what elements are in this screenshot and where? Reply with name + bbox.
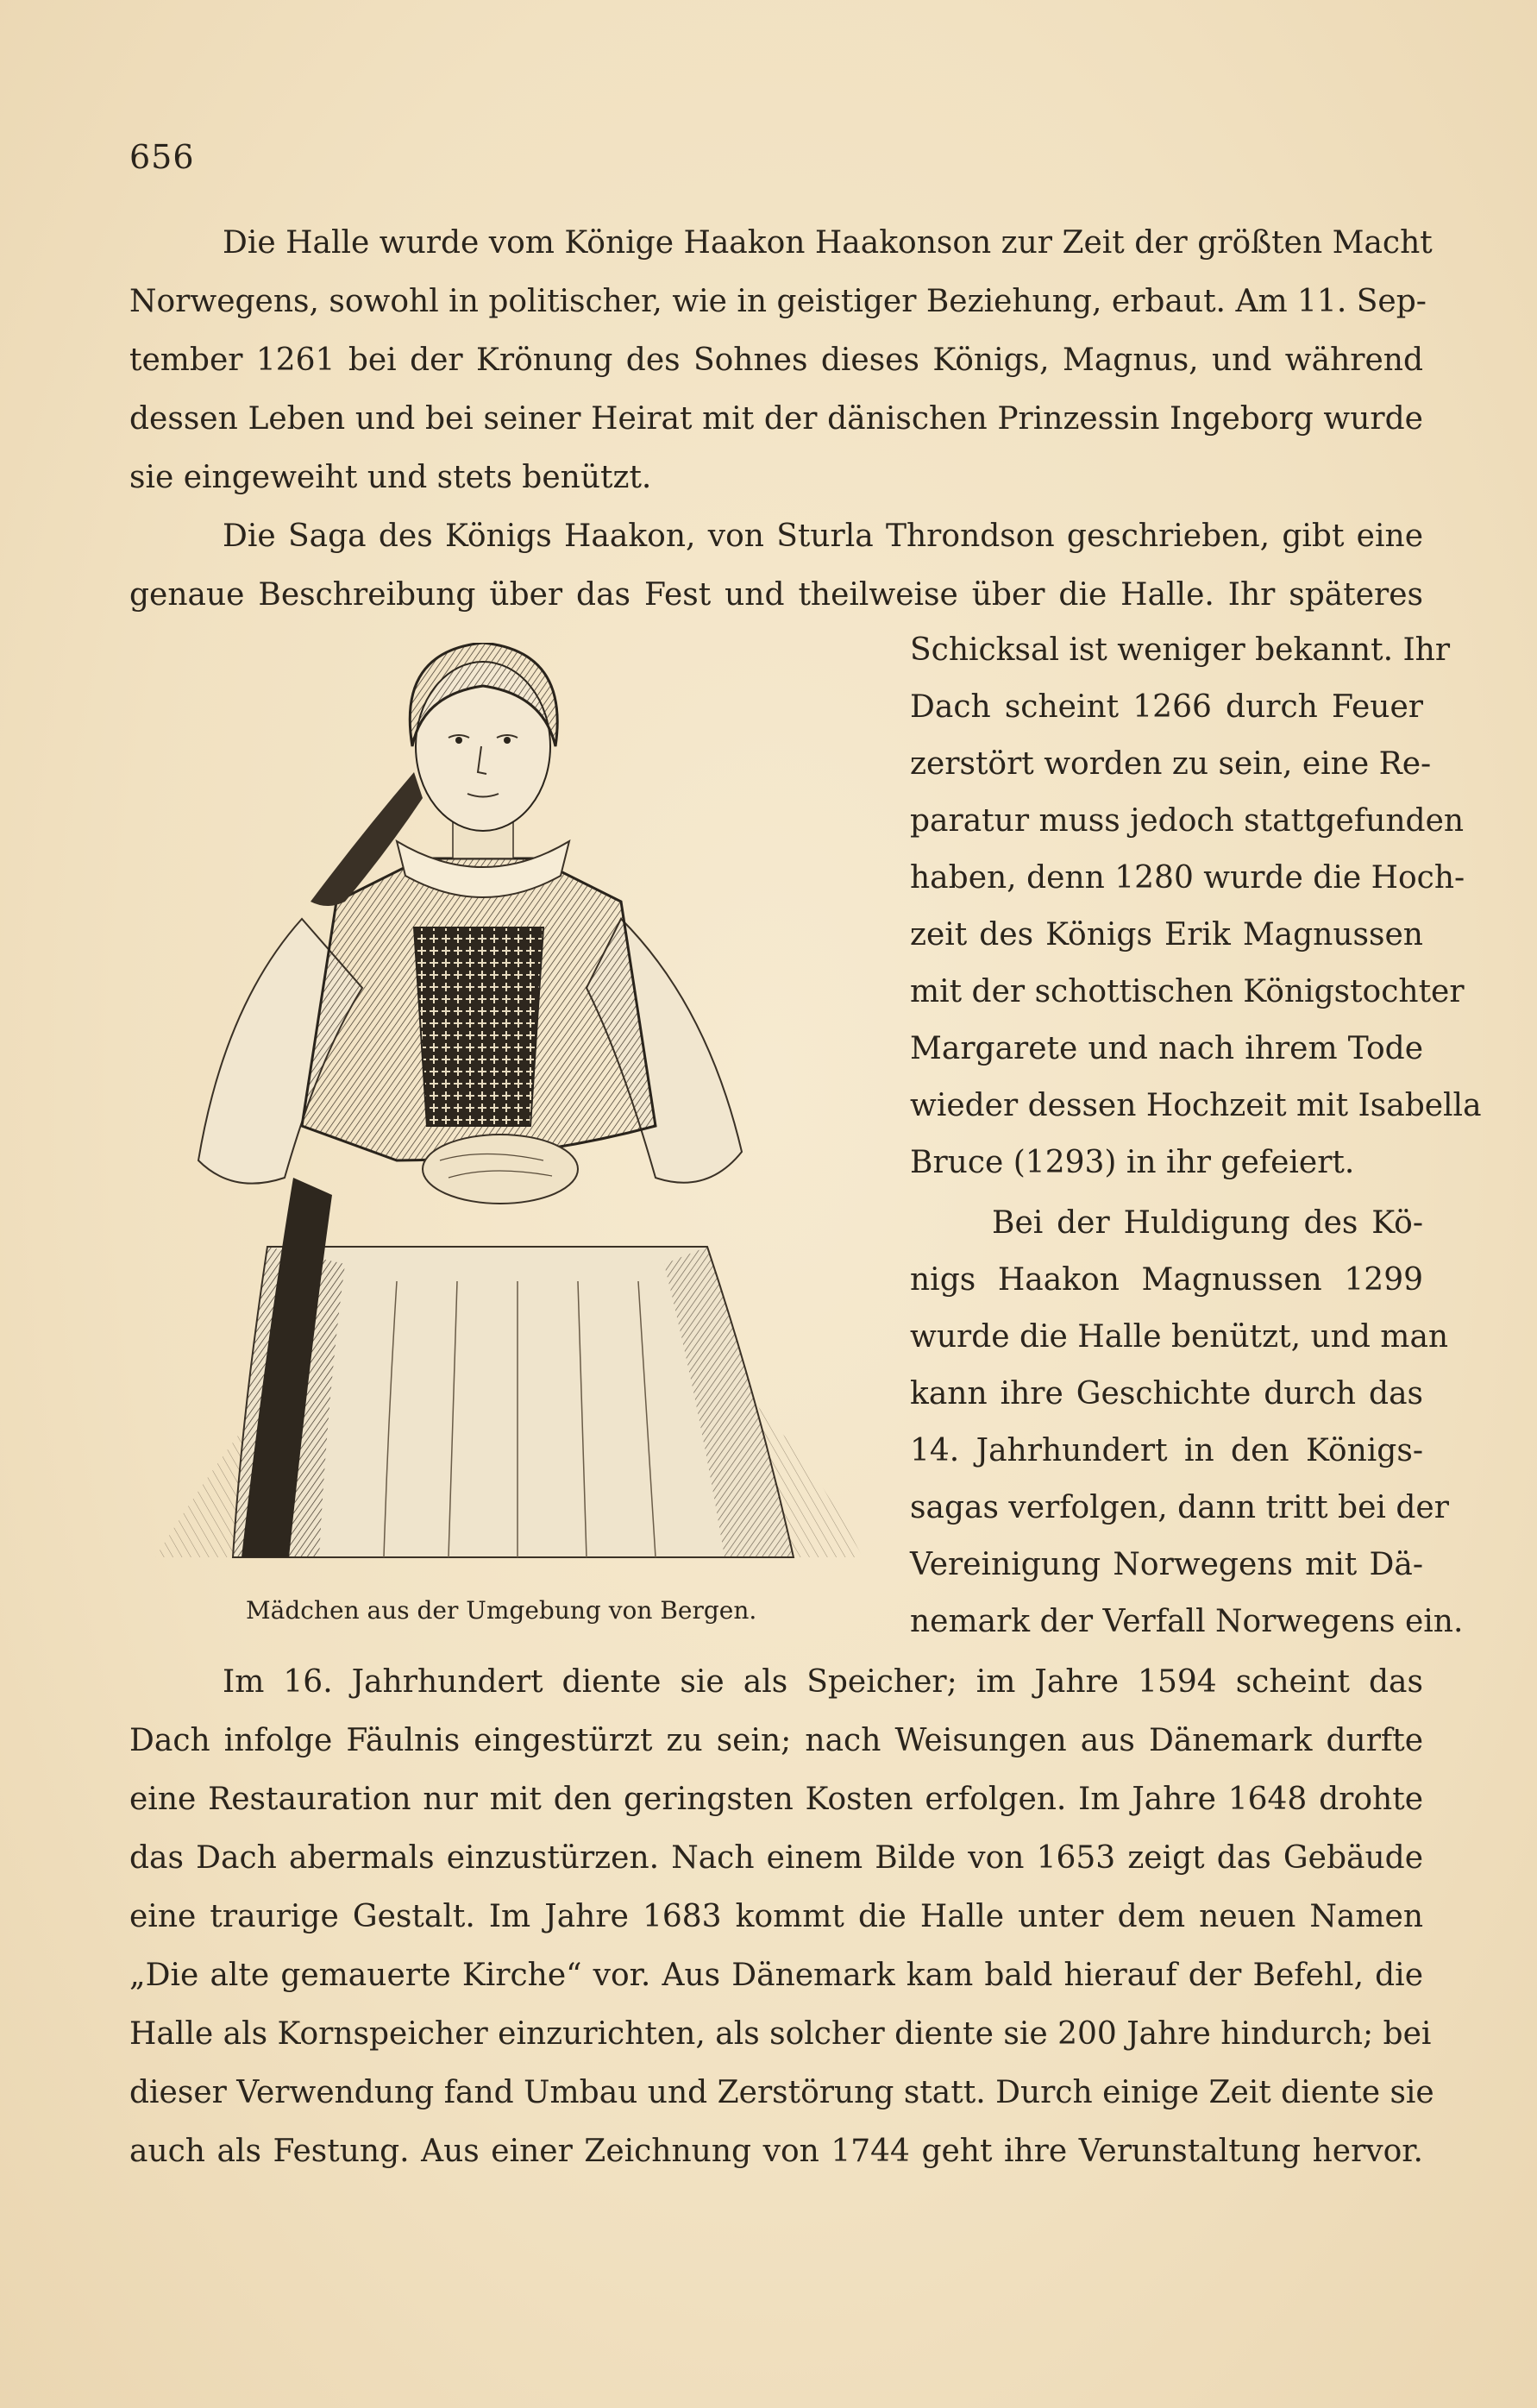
text-line: eine Restauration nur mit den geringsten Kosten erfolgen. Im Jahre 1648 drohte: [129, 1782, 1423, 1817]
text-line: Die Saga des Königs Haakon, von Sturla Throndson geschrieben, gibt eine: [223, 519, 1423, 554]
text-line: tember 1261 bei der Krönung des Sohnes dieses Königs, Magnus, und während: [129, 343, 1423, 378]
text-line: eine traurige Gestalt. Im Jahre 1683 kommt die Halle unter dem neuen Namen: [129, 1899, 1423, 1934]
figure-caption: Mädchen aus der Umgebung von Bergen.: [246, 1596, 757, 1625]
text-line: Im 16. Jahrhundert diente sie als Speicher; im Jahre 1594 scheint das: [223, 1664, 1423, 1700]
text-line: zeit des Königs Erik Magnussen: [910, 917, 1423, 953]
text-line: Dach infolge Fäulnis eingestürzt zu sein; nach Weisungen aus Dänemark durfte: [129, 1723, 1423, 1758]
text-line: nemark der Verfall Norwegens ein.: [910, 1604, 1464, 1639]
text-line: wieder dessen Hochzeit mit Isabella: [910, 1088, 1482, 1123]
text-line: sie eingeweiht und stets benützt.: [129, 460, 652, 495]
text-line: Vereinigung Norwegens mit Dä-: [910, 1547, 1423, 1582]
engraving-girl-from-bergen: [138, 643, 880, 1588]
text-line: Die Halle wurde vom Könige Haakon Haakonson zur Zeit der größten Macht: [223, 225, 1433, 261]
text-line: nigs Haakon Magnussen 1299: [910, 1262, 1423, 1298]
text-line: 14. Jahrhundert in den Königs-: [910, 1433, 1423, 1468]
page-number: 656: [129, 138, 195, 176]
text-line: Bei der Huldigung des Kö-: [992, 1205, 1423, 1241]
text-line: Halle als Kornspeicher einzurichten, als solcher diente sie 200 Jahre hindurch; bei: [129, 2016, 1432, 2052]
text-line: „Die alte gemauerte Kirche“ vor. Aus Dänemark kam bald hierauf der Befehl, die: [129, 1958, 1423, 1993]
text-line: Dach scheint 1266 durch Feuer: [910, 689, 1423, 725]
text-line: haben, denn 1280 wurde die Hoch-: [910, 860, 1465, 896]
text-line: kann ihre Geschichte durch das: [910, 1376, 1423, 1411]
text-line: Norwegens, sowohl in politischer, wie in geistiger Beziehung, erbaut. Am 11. Sep-: [129, 284, 1427, 319]
text-line: genaue Beschreibung über das Fest und theilweise über die Halle. Ihr späteres: [129, 577, 1423, 613]
text-line: dessen Leben und bei seiner Heirat mit der dänischen Prinzessin Ingeborg wurde: [129, 401, 1423, 437]
text-line: Schicksal ist weniger bekannt. Ihr: [910, 632, 1451, 668]
text-line: das Dach abermals einzustürzen. Nach einem Bilde von 1653 zeigt das Gebäude: [129, 1840, 1423, 1876]
text-line: zerstört worden zu sein, eine Re-: [910, 746, 1432, 782]
text-line: sagas verfolgen, dann tritt bei der: [910, 1490, 1449, 1525]
text-line: mit der schottischen Königstochter: [910, 974, 1465, 1009]
text-line: Margarete und nach ihrem Tode: [910, 1031, 1423, 1066]
text-line: auch als Festung. Aus einer Zeichnung von 1744 geht ihre Verunstaltung hervor.: [129, 2134, 1423, 2169]
text-line: wurde die Halle benützt, und man: [910, 1319, 1449, 1355]
text-line: dieser Verwendung fand Umbau und Zerstörung statt. Durch einige Zeit diente sie: [129, 2075, 1434, 2110]
text-line: paratur muss jedoch stattgefunden: [910, 803, 1465, 839]
text-line: Bruce (1293) in ihr gefeiert.: [910, 1145, 1355, 1180]
